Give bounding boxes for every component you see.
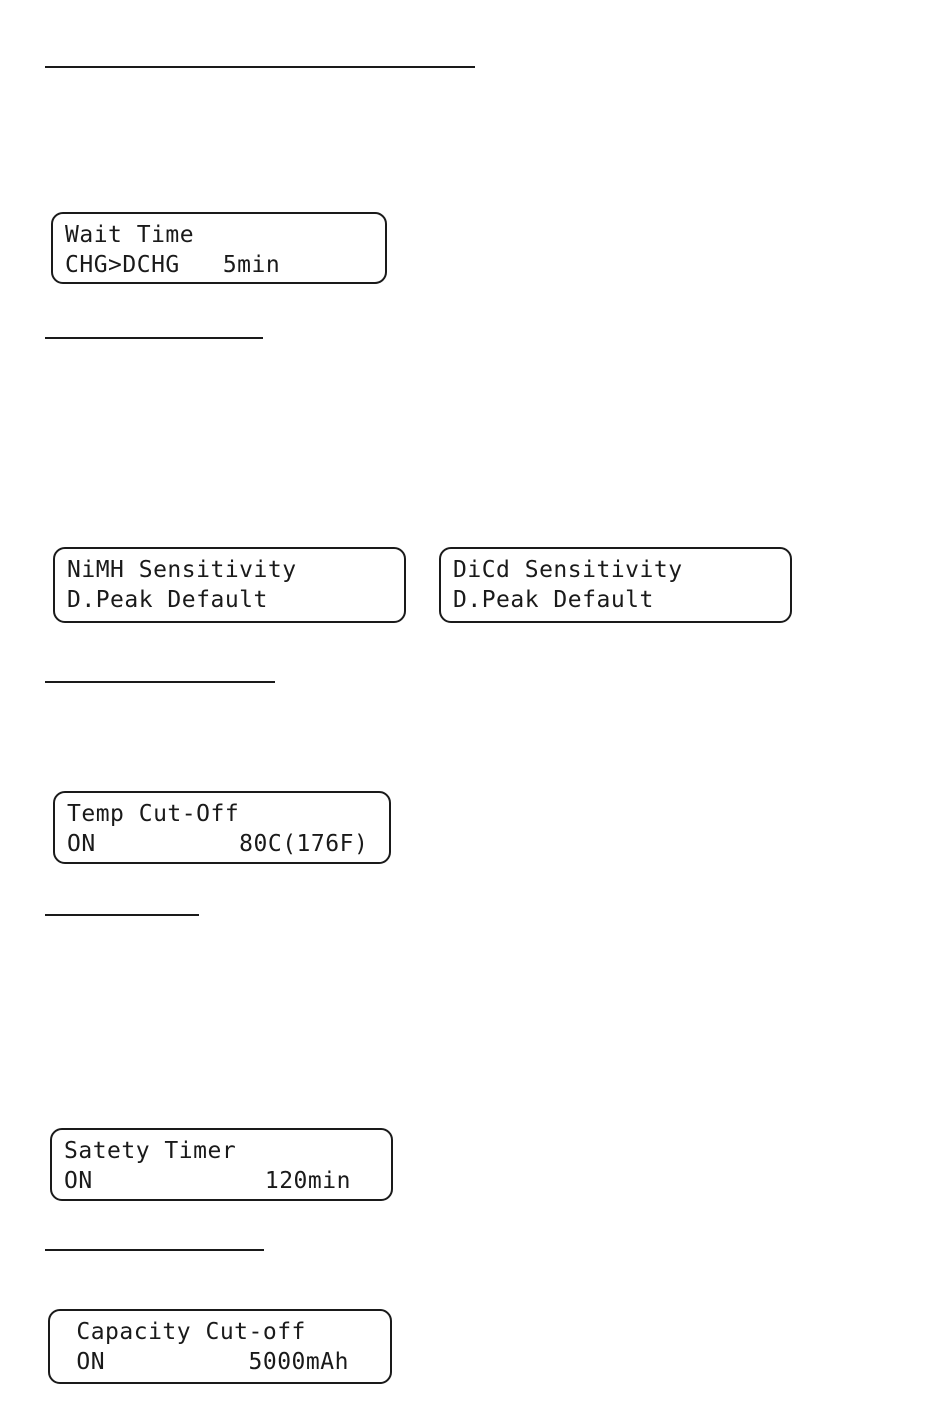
section-rule-safety-timer xyxy=(45,914,199,916)
lcd-wait-time xyxy=(51,212,387,284)
section-rule-sensitivity xyxy=(45,337,263,339)
lcd-line-2: ON 80C(176F) xyxy=(67,831,369,857)
lcd-line-2: CHG>DCHG 5min xyxy=(65,252,281,278)
lcd-line-1: Temp Cut-Off xyxy=(67,801,240,827)
section-rule-wait-time xyxy=(45,66,475,68)
lcd-nimh-sensitivity xyxy=(53,547,406,623)
lcd-safety-timer xyxy=(50,1128,393,1201)
lcd-line-2: D.Peak Default xyxy=(67,587,268,613)
lcd-line-1: NiMH Sensitivity xyxy=(67,557,297,583)
lcd-line-1: Wait Time xyxy=(65,222,195,248)
section-rule-temp-cutoff xyxy=(45,681,275,683)
lcd-line-1: DiCd Sensitivity xyxy=(453,557,683,583)
lcd-capacity-cutoff xyxy=(48,1309,392,1384)
lcd-line-2: D.Peak Default xyxy=(453,587,654,613)
lcd-line-1: Satety Timer xyxy=(64,1138,237,1164)
lcd-dicd-sensitivity xyxy=(439,547,792,623)
lcd-line-2: ON 120min xyxy=(64,1168,351,1194)
lcd-line-2: ON 5000mAh xyxy=(62,1349,349,1375)
lcd-temp-cutoff xyxy=(53,791,391,864)
lcd-line-1: Capacity Cut-off xyxy=(62,1319,306,1345)
section-rule-capacity-cutoff xyxy=(45,1249,264,1251)
